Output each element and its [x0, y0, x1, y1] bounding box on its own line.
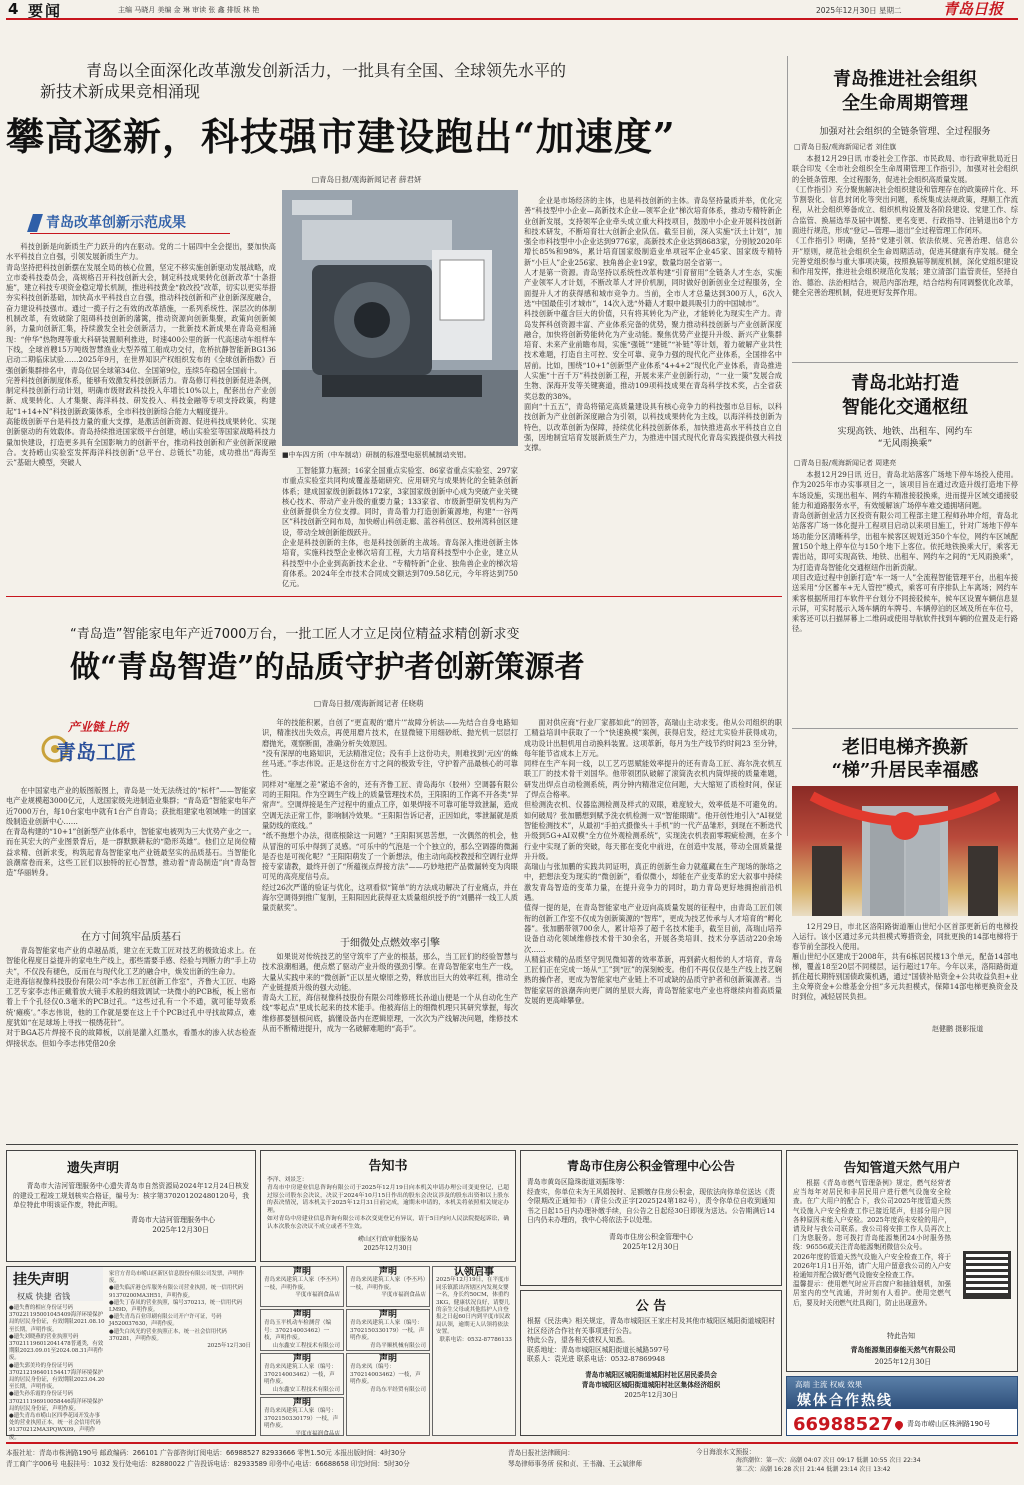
lead-col1-text: 科技创新是向新质生产力跃升的内在驱动。党的二十届四中全会提出，要加快高水平科技自立自强，引领发展新质生产力。 青岛坚持把科技创新摆在发展全局的核心位置，坚定不移实施创新驱动发展战略，成立市委科技委员会，高规格召开科技创新大会，制定科技成果转化创新改革“十条措施”，建立科技专项资金稳定增长机制，推进科技黄金“救改投”改革，切实以更实举措夯实科技创新基础，加快高水平科技自立自强，推动科技创新和产业创新深度融合，奋力建设科技强市。通过一揽子行之有效的改革措施，一系列系统性、深层次的体制机制改革，有效破除了阻碍科技创新的藩篱，推动资源向创新集聚，政策向创新倾斜，力量向创新汇集，持续激发全社会创新活力，一批新技术新成果在青岛竞相涌现：“仲华”热物理等重大科研装置顺利推进，时速400公里的新一代高速动车组样车下线，全球首艘15万吨级智慧渔业大型养殖工船成功交付，危桥抗静智能新BG136启动二期临床试验……2025年9月，在世界知识产权组织发布的《全球创新指数》百强创新集群排名中，青岛位居全球第34位、全国第9位，连续5年稳居全国前十。 完善科技创新制度体系，能够有效激发科技创新活力。青岛修订科技创新促进条例，制定科技创新行动计划，明确市级财政科技投入年增长10%以上，配套出台产业创新、成果转化、人才集聚、海洋科技、研发投入、科技金融等专项支持政策，构建起“1+14+N”科技创新政策体系，全市科技创新综合能力大幅度提升。 高能级创新平台是科技力量的重大支撑，是激活创新资源、促进科技成果转化、实现创新驱动的有效载体。青岛持续推进国家级平台创建，崂山实验室等国家战略科技力量加快建设，打造更多具有全国影响力的创新平台，推动科技创新和产业创新深度融合。支持崂山实验室发挥海洋科技创新“总平台、总链长”功能，成功推出“海海至云”基础大模型，突破人	[6, 242, 276, 468]
gonggao-body: 根据《民法典》相关规定，青岛市城阳区王家庄村及其他市城阳区城阳街道城阳村社区经济合作社有关事项进行公告。 特此公告，望各相关债权人知悉。 联系地址：青岛市城阳区城阳街道长城路597号 联系人：袁光进 联系电话：0532-87869948	[527, 1317, 775, 1364]
shengming-body: 青岛玉平机动车检测营（编号：370214003462）一枝，声明作废。	[264, 1320, 332, 1342]
gaozhishu-date: 2025年12月30日	[363, 1244, 413, 1252]
second-headline: 做“青岛智造”的品质守护者创新策源者	[70, 650, 585, 685]
side1-bottom-rule	[792, 362, 1018, 363]
gonggao-ad	[520, 1290, 782, 1436]
side3-caption-text: 12月29日，市北区洛阳路街道雁山世纪小区首部更新后的电梯投入运行。该小区通过多元共担模式筹措资金，同批更换的14部电梯将于春节前全部投入使用。 雁山世纪小区建成于2008年，共有6栋居民楼13个单元，配备14部电梯，覆盖18至20层不同楼层，运行超过17年。今年以来，洛阳路街道抓住超长期特别国债政策机遇，通过“国债补贴资金+公共收益负担+业主众筹资金+公维基金分担”多元共担模式，保障14部电梯更换资金及时到位，减轻居民负担。	[792, 922, 1018, 1001]
hotline-phone: 66988527	[793, 1414, 894, 1435]
second-col1-top-text: 在中国家电产业的版图版图上，青岛是一处无法绕过的“标杆”——智能家电产业规模超3000亿元，人选国家级先进制造业集群；“青岛造”智能家电年产近7000万台，每10台家电中就有1台产自青岛；获批组建家电领域唯一的国家级制造业创新中心…… 在青岛构建的“10+1”创新型产业体系中，智能家电被列为三大优势产业之一。而在其宏大的产业图景背后，是一群默默耕耘的“隐形英雄”。他们立足岗位精益求精、创新求变，构筑起青岛智能家电产业链最坚实的品质基石。当智能化浪潮席卷而来，这些工匠们以独特的匠心智慧，推动着“青岛制造”向“青岛智造”华丽转身。	[6, 786, 256, 878]
side2-byline: □青岛日报/观海新闻记者 周建亮	[794, 459, 897, 467]
second-col1-top	[6, 786, 256, 920]
editors-line: 主编 马晓月 美编 金 琳 审读 张 鑫 排版 林 艳	[118, 6, 260, 14]
second-col2-bottom	[262, 952, 518, 1138]
shengming-body: 青岛来凤（编号：370214003462）一枝，声明作废。	[350, 1364, 421, 1386]
ads-top-rule	[6, 1144, 1018, 1145]
column-tag-text: 青岛改革创新示范成果	[46, 215, 186, 231]
side2-headline	[792, 372, 1018, 420]
hotline-ad	[786, 1376, 1018, 1436]
section-name: 要闻	[28, 2, 63, 20]
lead-kicker-line2: 新技术新成果竞相涌现	[40, 82, 201, 101]
guashi-col1	[9, 1305, 105, 1442]
side1-headline-line2: 全生命周期管理	[842, 93, 968, 114]
gonggao-title: 公 告	[635, 1299, 667, 1314]
second-col3	[524, 718, 782, 1138]
side3-photo	[792, 786, 1018, 916]
hotline-slogan: 媒体合作热线	[797, 1393, 893, 1409]
housing-fund-date: 2025年12月30日	[622, 1242, 680, 1251]
shengming-ad	[260, 1266, 344, 1307]
shengming-sign: 平度市福润食品店	[381, 1292, 426, 1299]
lead-headline: 攀高逐新，科技强市建设跑出“加速度”	[6, 114, 676, 159]
lead-col1	[6, 242, 276, 590]
renling-title: 认领启事	[454, 1267, 494, 1278]
side2-subhead	[792, 426, 1018, 450]
side1-body	[792, 154, 1018, 356]
lead-kicker-line1: 青岛以全面深化改革激发创新活力，一批具有全国、全球领先水平的	[86, 61, 567, 80]
renling-body: 2025年12月19日，在平度市同乐镇派出所辖区内发现女婴一名，身长约50CM，体重约3KG，健康状况良好，请婴儿的亲生父母或其他监护人自登报之日起60日内到平度市民政局认领，逾期无人认领将依法安置。	[436, 1277, 511, 1336]
shengming-sign: 平度市福润食品店	[295, 1430, 340, 1437]
side3-headline-line2: “梯”升居民幸福感	[831, 760, 979, 781]
guashi-item: ●遗失青岛市崂山区四季花园开发办事处的营业执照正本，统一社会信用代码91370212MA3PQWX09，声明作废。	[9, 1413, 101, 1441]
shengming-title: 声明	[378, 1267, 397, 1277]
guashi-item: ●遗失曹的相应身份证号码370221195001045409海洋环境保护局的居民身份证，有效期限2021.08.10至长期，声明作废。	[9, 1305, 105, 1333]
footer-address: 本报社址：青岛市株洲路190号 邮政编码：266101 广告部咨询订阅电话：66988527 82933666 零售1.50元 本报出版时间：4时30分	[6, 1449, 406, 1457]
shengming-sign: 青岛东平经贸有限公司	[370, 1386, 426, 1393]
gas-signer: 青岛能源集团泰能天然气有限公司	[850, 1345, 956, 1354]
gas-qr-code	[963, 1251, 1011, 1299]
second-col2-bottom-text: 如果说对传统技艺的坚守筑牢了产业的根基，那么，当工匠们的经验智慧与技术浪潮相遇，便点燃了驱动产业升级的强劲引擎。在青岛智能家电生产一线，大量从实践中来的“微创新”正以星火燎原之势，释放出巨大的效率红利，推动全产业链提质升级的强大动能。 青岛大工匠，海信视像科技股份有限公司维修班长孙道山便是一个从自动化生产线“零起点”里成长起来的技术能手。他被海信上的细微机理只其研究掌握，每次维修都要刨根问底，搞懂设备内在逻辑原理，一次次为产线解决问题，维修技术从而不断精进提升，成为一名破解难题的“高手”。	[262, 952, 518, 1034]
shengming-title: 声明	[292, 1267, 311, 1277]
lost-notice-body: 青岛市大洁河管理服务中心遗失青岛市自然资源局2024年12月24日核发的建设工程竣工规划核实合格证，编号为：核字第370201202480120号，我单位特此申明该证作废，特此声明。	[13, 1182, 249, 1210]
lead-photo-caption: ■中车四方所（中车制动）研制的标准型电驱机械制动夹钳。	[282, 451, 471, 459]
side2-subhead-line2: “无风雨换乘”	[877, 439, 933, 449]
side2-bottom-rule	[792, 728, 1018, 729]
lead-photo	[282, 190, 518, 446]
footer	[6, 1448, 1018, 1482]
side2-headline-line2: 智能化交通枢纽	[842, 397, 968, 418]
shengming-title: 声明	[292, 1398, 311, 1408]
guashi-date: 2025年12月30日	[207, 1343, 251, 1350]
brake-caliper-image	[282, 190, 518, 446]
shengming-ad	[346, 1266, 430, 1307]
side2-body	[792, 470, 1018, 724]
side1-headline-line1: 青岛推进社会组织	[833, 69, 977, 90]
header-date: 2025年12月30日 星期二	[816, 6, 902, 15]
shengming-title: 声明	[378, 1354, 397, 1364]
second-col1-bottom-text: 青岛智能家电产业的卓越品质，建立在无数工匠对技艺的极致追求上。在智能化程度日益提升的家电生产线上，那些需要手感、经验与判断力的“手上功夫”，不仅没有褪色，反而在与现代化工艺的融合中，焕发出新的生命力。 走进海信视像科技股份有限公司“李志伟工匠创新工作室”，齐鲁大工匠、电路工艺专家李志伟正戴着放大镜手术般的细致调试一块微小的PCB板，板上密布着上千个孔径仅0.3毫米的PCB过孔。“这些过孔有一个不通，就可能导致系统‘瘫痪’。”李志伟说，他的工作就是要在这上千个PCB过孔中寻找故障点，难度犹如“在足球场上寻找一根绣花针”。 对于BGA芯片焊接不良的故障板，以前是灌入红墨水，看墨水的渗入状态检查焊接状态。但如今李志伟凭借20余	[6, 946, 256, 1048]
shengming-title: 声明	[292, 1310, 311, 1320]
lost-notice-signer: 青岛市大洁河管理服务中心	[131, 1215, 215, 1224]
gas-sign-prefix: 特此告知	[887, 1332, 915, 1340]
right-column-rule	[787, 56, 788, 836]
side1-headline	[792, 68, 1018, 116]
side1-subhead: 加强对社会组织的全链条管理、全过程服务	[819, 127, 991, 137]
guashi-banner	[7, 1267, 103, 1301]
second-col1-bottom	[6, 946, 256, 1138]
column-tag-mark	[27, 214, 43, 232]
guashi-col2	[109, 1271, 251, 1350]
side2-body-text: 本报12月29日讯 近日，青岛北站落客广场地下停车场投入使用。作为2025年市办实事项目之一，该项目旨在通过改造升级打造地下停车场设施，实现出租车、网约车精准接驳换乘，进而提升区域交通接驳能力和道路服务水平，有效缓解该广场停车难交通拥堵问题。 青岛创新创业活力区投资有限公司工程部主建工程师孙坤介绍，青岛北站落客广场一体化提升工程项目启动以来项目施工，针对广场地下停车场功能分区清晰科学，出租车候客区规划近350个车位，网约车区域配置150个地上停车位与150个地下上客位。依托地铁换乘大厅，乘客无需出站，即可实现高铁、地铁、出租车、网约车之间的“无风雨换乘”，为打造青岛智能化交通枢纽作出新贡献。 项目改造过程中创新打造“车一场一人”全流程智能管理平台，出租车接送采用“分区蓄车+无人管控”模式，乘客可有序排队上车离场；网约车乘客根据所用打车软件平台划分不同接驳候车，候车区设置车辆信息显示屏，可实时展示入场车辆的车牌号、车辆停泊的区域及所在车位号，乘客还可以扫描屏幕上二维码或使用导航软件找到车辆的位置及走行路径。	[792, 470, 1018, 634]
side3-caption	[792, 922, 1018, 1026]
housing-fund-title: 青岛市住房公积金管理中心公告	[566, 1159, 735, 1173]
second-col2-text: 年的技能积累，自创了“更直观的‘磨片’”故障分析法——先结合自身电路知识，精准找出失效点，再使用磨片技术，在显微镜下用细砂纸、抛光机一层层打磨抛光，观察断面，准确分析失效原因。 “没有深厚的电路知识，无法精准定位；没有手上这份功夫，则难找到‘元凶’的蛛丝马迹。”李志伟说。正是这份在方寸之间的极致专注，守护着产品最核心的可靠性。 同样对“毫厘之差”紧追不舍的，还有齐鲁工匠、青岛海尔（胶州）空调器有限公司的王阳阳。作为空调生产线上的质量管理技术员，王阳阳的工作离不开各类“异常声”。空调焊接是生产过程中的重点工序，如果焊接不可靠可能导致泄漏，造成空调无法正常工作，影响制冷效果。“王阳阳告诉记者，正因如此，零泄漏就是质量防线的底线。” “纸不拖想个办法，彻底根除这一问题？”王阳阳冥思苦想，一次偶然的机会，他从冒泡的可乐中得到了灵感。“可乐中的气泡是一个个独立的，那么空调器的微漏是否也是可视化呢？”王阳阳萌发了一个新想法，他主动向高校教授和空调行业焊接专家请教，最终开创了“所蕴视点焊接方法”——巧妙地把产品微漏转变为肉眼可见的高亮度信号点。 经过26次严谨的验证与优化，这项看似“简单”的方法成功解决了行业痛点，并在海尔空调得到推广复制，王阳阳因此获得亚太质量组织授予的“刘鹏祥一线工人质量贡献奖”。	[262, 718, 518, 913]
shengming-sign: 青岛平顺机械有限公司	[370, 1342, 426, 1349]
shengming-ad	[260, 1397, 344, 1436]
guashi-item: ●遗失孙乐霞的身份证号码370211196910058446海洋环境保护局的居民身份证，声明作废。	[9, 1391, 104, 1412]
hotline-address: 青岛市崂山区株洲路190号	[907, 1420, 991, 1428]
lost-notice-title: 遗失声明	[67, 1161, 120, 1176]
shengming-body: 青岛来凤建筑工人家（李丕玛）一枝，声明作废。	[264, 1277, 340, 1291]
footer-tide2: 第二次：高潮 16:28 次日 21:44 低潮 23:14 次日 13:42	[736, 1466, 891, 1473]
shengming-body: 青岛来凤建筑工人家（编号：3702150330179）一枝，声明作废。	[350, 1320, 425, 1342]
column-tag-line1: 产业链上的	[68, 720, 129, 734]
shengming-body: 青岛来凤建筑工人家（编号：370214003462）一枝，声明作废。	[264, 1364, 337, 1386]
lead-col3-text: 企业是市场经济的主体，也是科技创新的主体。青岛坚持量质并举，优化完善“科技型中小企业—高新技术企业—领军企业”梯次培育体系，推动专精特新企业创新发展，支持领军企业牵头成立重大科技项目，鼓励中小企业开展科技创新和技术研发，不断培育壮大创新企业队伍。截至目前，深入实施“沃土计划”，加强全市科技型中小企业达到9776家，高新技术企业达到8683家，分别较2020年增长85%和98%，累计培育国家级制造业单项冠军企业45家、国家级专精特新“小巨人”企业256家、独角兽企业19家，数量均居全省第一。 人才是第一资源。青岛坚持以系统性改革构建“引育留用”全链条人才生态，实施产业领军人才计划，不断改革人才评价机制，同时做好创新创业全过程服务，全面提升人才的获得感和城市竞争力。当前，全市人才总量达到300万人，6次入选“中国最佳引才城市”，14次入选“外籍人才眼中最具吸引力的中国城市”。 科技创新中蕴含巨大的价值，只有将其转化为产业，才能转化为现实生产力。青岛发挥科创资源丰富、产业体系完备的优势，聚力推动科技创新与产业创新深度融合，加快将创新势能转化为产业动能。聚焦优势产业提升升级、新兴产业集群培育、未来产业前瞻布局，实施“强链”“建链”“补链”等计划，着力破解产业共性技术难题，打造自主可控、安全可靠、竞争力强的现代化产业体系，全国排名中居前。比如，围绕“10+1”创新型产业体系“4+4+2”现代化产业体系，青岛推进人实施“十百千万”科技创新工程，开展未来产业创新行动，“一业一策”发展合成生物、深海开发等关键赛道，推动109项科技成果在青岛科学技术奖，占全省获奖总数的38%。 面向“十五五”，青岛将锚定高质量建设具有核心竞争力的科技强市总目标，以科技创新为产业创新深度融合为引领，以科技成果转化为主线，以海洋科技创新为特色，以改革创新为保障，持续优化科技创新体系，加快推进高水平科技自立自强，因地制宜培育发展新质生产力，为推进中国式现代化青岛实践提供强大科技支撑。	[524, 196, 782, 453]
gonggao-signer1: 青岛市城阳区城阳街道城阳村社区居民委员会	[585, 1370, 717, 1379]
side1-byline: □青岛日报/观海新闻记者 刘佳旗	[794, 143, 897, 151]
second-col3-text: 面对供应商“行业厂家都如此”的回答，高瑞山主动求变。他从公司组织的职工精益培训中获取了一个“快速换模”案例，获得启发，经过尤实验并获得成功，成功设计出胆机用自动换料装置。这项革新，每月为生产线节约时间23 至分钟，每年能节省成本上万元。 同样在生产车间一线，以工艺巧思赋能效率提升的还有青岛工匠、海尔洗衣机互联工厂的技术骨干刘国华。他带领团队破解了滚筒洗衣机内筒焊接的质量难题，研发出焊点自动检测系统，两分钟内精准定位问题，大大缩短了质检时间，保证了焊点合格率。 但检测洗衣机、仪器监测检测及样式的双眼，难度较大，效率低是不可避免的。如何破局？张加鹏想到赋予洗衣机检测一双“智能眼睛”。他开创性地引入“AI视觉智能检测技术”，从最初“手拍式摄像头＋手机”的一代产品雏形，到现在不断迭代升级到5G+AI双模“全方位外观检测系统”，实现洗衣机表面零瑕疵检测，在多个行业中实现了新的突破，每天都在变化中前进，在创造中发展，带动全面质量提升升级。 高瑞山与张加鹏的实践共同证明，真正的创新生命力就蕴藏在生产现场的脉络之中，把想法变为现实的“微创新”，看似微小，却能在产业变革的宏大叙事中持续激发青岛智造的变革力量，在提升竞争力的同时，助力青岛更好地拥抱前沿机遇。 值得一提的是，在青岛智能家电产业迈向高质量发展的征程中，由青岛工匠们领衔的创新工作室不仅成为创新策源的“智库”，更成为技艺传承与人才培育的“孵化器”。张加鹏带领700余人，累计培养了超千名技术能手，截至目前，高瑞山培养设备自动化领域维修技术骨干30余名，开展各类培训、技术分享活动220余场次…… 从精益求精的品质坚守到见微知著的效率革新，再到薪火相传的人才培育，青岛工匠们正在完成一场从“工”到“匠”的深刻蜕变。他们不再仅仅是生产线上技艺娴熟的操作者，更成为智能家电产业链上不可或缺的品质守护者和创新策源者。当智能家居的浪潮奔向更广阔的星辰大海，青岛智能家电产业也将继续向着高质量发展的更高峰攀登。	[524, 718, 782, 1006]
shengming-ad	[346, 1309, 430, 1351]
lead-bottom-rule	[6, 596, 782, 597]
shengming-ad	[260, 1309, 344, 1351]
guashi-item: ●遗失白凤光的营业执照正本，统一社会信用代码370281，声明作废。	[109, 1328, 227, 1342]
footer-legal: 青岛日报社法律顾问：	[508, 1449, 574, 1457]
lead-col2-text: 工智能算力瓶颈；16家全国重点实验室、86家省重点实验室、297家市重点实验室共同构成覆盖基础研究、应用研究与成果转化的全链条创新体系；建成国家级创新载体172家，3家国家级创新中心成为突破产业关键核心技术、带动产业升级的重要力量；133家省、市级新型研发机构为产业创新提供全方位支撑。同时，青岛着力打造创新策源地，构建“一谷两区”科技创新空间布局，加快崂山科创走廊、蓝谷科创区、胶州湾科创区建设，带动全域创新能级跃升。 企业是科技创新的主体，也是科技创新的主战场。青岛深入推进创新主体培育，实施科技型企业梯次培育工程，大力培育科技型中小企业，建立从科技型中小企业到高新技术企业、“专精特新”企业、独角兽企业的梯次培育体系。2024年全市技术合同成交额达到709.58亿元，今年将达到750亿元。	[282, 466, 518, 589]
guashi-item: ●遗失郭美玲的身份证号码370212196401154417海洋环境保护局的居民身份证，有效期限2023.04.20至长期，声明作废。	[9, 1362, 105, 1391]
shengming-title: 声明	[292, 1354, 311, 1364]
lead-byline: □青岛日报/观海新闻记者 薛君妍	[312, 175, 422, 184]
gaozhishu-ad	[260, 1150, 516, 1262]
lead-column-tag	[30, 212, 230, 234]
guashi-item: ●遗失青岛百业印刷有限公司开户许可证，号码J4520037630，声明作废。	[109, 1314, 222, 1328]
shengming-body: 青岛来凤建筑工人家（编号：3702150330179）一枝，声明作废。	[264, 1408, 339, 1430]
guashi-item: ●遗失临沂港仓库服务有限公司营业执照，统一信用代码91370200MA3H51，声明作废。	[109, 1285, 244, 1299]
gaozhishu-title: 告知书	[368, 1159, 408, 1174]
shengming-sign: 山东鑫安工程技术有限公司	[272, 1342, 340, 1349]
lead-col2	[282, 466, 518, 590]
housing-fund-body: 青岛市黄岛区隐珠街道刘振珠等： 经查实，你单位未为王风娟按时、足额缴存住房公积金，现依法向你单位送达《责令限期改正通知书》（青住公改正字[2025]24第182号），责令你单位自收到通知书之日起15日内办理补缴手续，自公告之日起经30日即视为送达。公告期满后14日内仍未办理的，我中心将依法予以处理。	[527, 1178, 775, 1225]
guashi-title: 挂失声明	[13, 1272, 69, 1288]
gonggao-date: 2025年12月30日	[624, 1390, 678, 1399]
gaozhishu-body: 李洋、刘景芝： 青岛市中房建业信息咨询有限公司于2025年12月19日向本机关申请办理公司变更登记，已超过原公司股东会决议，决议于2024年10月15日作出的股东会决议涉及的股东出资和以上股东的表决情况，请本机关于2025年12月31日前完成，逾期未申请的，本机关将依照相关规定办理。 如对青岛中房建业信息咨询有限公司本次变更登记有异议，请于5日内向人民法院提起诉讼，确认本次股东会决议不成立或者不生效。	[267, 1177, 509, 1230]
lost-notice-ad	[6, 1150, 256, 1262]
elevator-ribbon-image	[792, 786, 1018, 916]
gas-notice-body	[787, 1179, 957, 1343]
hotline-label: 高端 主流 权威 效果	[795, 1380, 863, 1389]
side1-body-text: 本报12月29日讯 市委社会工作部、市民政局、市行政审批局近日联合印发《全市社会组织全生命周期管理工作指引》，加强对社会组织的全链条管理、全过程服务，促进社会组织高质量发展。 《工作指引》充分聚焦解决社会组织建设和管理存在的政策碎片化、环节割裂化、信息封闭化等突出问题，系统集成法规政策，理顺工作流程，从社会组织筹备成立、组织机构设置及各阶段建设、党建工作、综合监管、换届选举及届中调整、更名变更、行政指导、注销退出8个方面进行规范，形成“登记—管理—退出”全过程管理工作闭环。 《工作指引》明确，坚持“党建引领、依法依规、完善治理、信息公开”原则，规范社会组织全生命周期活动，促进其健康有序发展。健全完善党组织参与重大事项决策，按照换届等制度机制，深化党组织建设和作用发挥，推进社会组织规范化发展；建立清部门监管责任，坚持自治、德治、法治相结合，规范内部治理，结合结构有同调整优化改革，健全完善治理机制，促进更好发挥作用。	[792, 154, 1018, 297]
footer-rule	[6, 1442, 1018, 1444]
second-subhead-1: 在方寸间筑牢品质基石	[81, 932, 181, 943]
newspaper-logo: 青岛日报	[943, 0, 1004, 18]
page-header	[6, 0, 1018, 20]
footer-line2: 青工商广字006号 电报挂号：1032 发行处电话：82880022 广告投诉电话：82933589 印务中心电话：66688658 印完时间：5时30分	[6, 1460, 410, 1468]
shengming-title: 声明	[378, 1310, 397, 1320]
guashi-item: 家官方青岛市崂山区新区信息股份有限公司发票，声明作废。	[109, 1271, 244, 1285]
lead-col3	[524, 196, 782, 590]
side3-headline-line1: 老旧电梯齐换新	[842, 737, 968, 758]
shengming-sign: 平度市福润食品店	[295, 1292, 340, 1299]
gas-notice-ad	[786, 1150, 1018, 1372]
shengming-ad	[346, 1353, 430, 1436]
gaozhishu-signer: 崂山区行政审批服务局	[357, 1235, 418, 1243]
guashi-item: ●遗失刘晓燕的营业执照号码370211196012041478普通类，有效期限2023.09.01至2024.08.31声明作废。	[9, 1333, 104, 1362]
lost-notice-date: 2025年12月30日	[152, 1225, 209, 1234]
footer-legal2: 琴岛律师事务所 侯和贞、王书瀚、王云斌律师	[508, 1460, 642, 1468]
housing-fund-ad	[520, 1150, 782, 1286]
second-subhead-2: 于细微处点燃效率引擎	[340, 938, 440, 949]
renling-ad	[432, 1266, 516, 1436]
second-kicker: “青岛造”智能家电年产近7000万台，一批工匠人才立足岗位精益求精创新求变	[70, 627, 520, 642]
footer-tide-title: 今日海浪水文预报：	[696, 1448, 756, 1456]
gas-notice-body-text: 根据《青岛市燃气管理条例》规定，燃气经营者应当每年对居民和非居民用户进行燃气设施安全检查。在广大用户的配合下，我公司2025年度管道天然气设施入户安全检查工作已接近尾声，但部分用户因各种原因未能入户安检。2025年度尚未安检的用户，请及时与我公司联系。我公司将安排工作人员再次上门为您服务。您可拨打青岛能源集团24小时服务热线：96556或关注青岛能源集团微信公众号。 2026年度的管道天然气设施入户安全检查工作，将于2026年1月1日开始，请广大用户留意我公司的入户安检通知并配合做好燃气设施安全检查工作。 温馨提示：使用燃气时应开启窗户和抽油烟机，加强居室内的空气流通，并时刻有人看护。使用完燃气后，要及时关闭燃气灶具阀门，防止出现意外。	[793, 1179, 951, 1307]
location-pin-icon	[893, 1419, 904, 1430]
side2-headline-line1: 青岛北站打造	[851, 373, 959, 394]
lead-kicker	[40, 60, 740, 102]
housing-fund-signer: 青岛市住房公积金管理中心	[609, 1232, 693, 1241]
column-tag-line2: 青岛工匠	[56, 740, 136, 764]
second-col2	[262, 718, 518, 924]
gas-notice-title: 告知管道天然气用户	[843, 1161, 961, 1176]
side3-headline	[792, 736, 1018, 782]
shengming-body: 青岛来凤建筑工人家（李丕玛）一枝，声明作废。	[350, 1277, 426, 1291]
side2-subhead-line1: 实现高铁、地铁、出租车、网约车	[837, 427, 973, 437]
page-number: 4	[8, 0, 19, 18]
footer-tide: 海滨潮位：第一次：高潮 04:07 次日 09:17 低潮 10:55 次日 22:34	[736, 1457, 921, 1464]
guashi-item: ●遗失丁春凤的营业执照，编号370213，统一信用代码LM9D，声明作废。	[109, 1299, 243, 1314]
gas-date: 2025年12月30日	[874, 1358, 932, 1366]
shengming-ad	[260, 1353, 344, 1395]
renling-sign: 联系电话：0532-87786133	[439, 1336, 512, 1343]
side3-photo-credit: 赵健鹏 摄影报道	[932, 1025, 984, 1033]
guashi-subtitle: 权威 快捷 省钱	[17, 1292, 71, 1301]
second-byline: □青岛日报/观海新闻记者 任晓萌	[314, 699, 424, 708]
shengming-sign: 山东鑫安工程技术有限公司	[272, 1386, 340, 1393]
gonggao-signer2: 青岛市城阳区城阳街道城阳村社区集体经济组织	[581, 1380, 721, 1389]
guashi-ad	[6, 1266, 256, 1441]
second-column-tag	[40, 718, 190, 768]
